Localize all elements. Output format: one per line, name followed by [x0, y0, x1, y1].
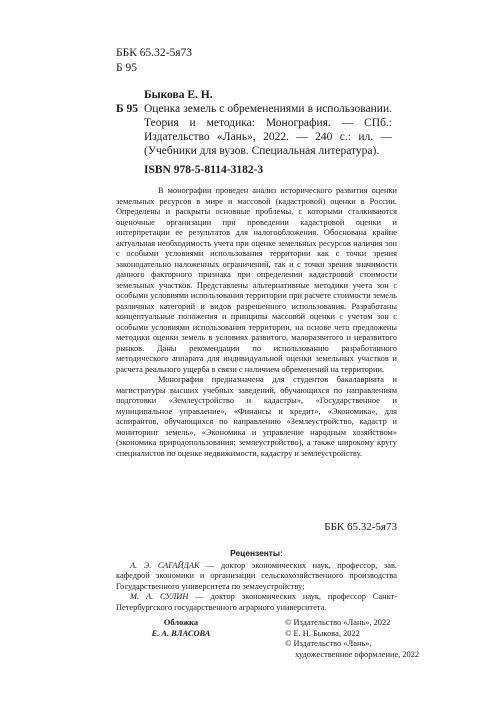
cover-credit — [116, 618, 246, 639]
annotation — [116, 186, 397, 459]
author-name: Быкова Е. Н. — [144, 89, 213, 101]
annotation-paragraph-2: Монография предназначена для студентов бакалавриата и магистратуры высших учебных заведений, обучающихся по направлениям подготовки «Землеустройство и кадастры», «Государственное и муниципальное управление», «Финансы и кредит», «Экономика», для аспирантов, обучающихся по направлению «Землеустройство, кадастр и мониторинг земель», «Экономика и управление народным хозяйством» (экономика природопользования; землеустройство), а также широкому кругу специалистов по оценке недвижимости, кадастру и землеустройству. — [116, 375, 397, 458]
reviewer-2-name: М. А. СУЛИН — [130, 592, 189, 601]
bbk-code-top: ББК 65.32-5я73 — [116, 47, 192, 59]
cover-label: Обложка — [163, 618, 199, 627]
author-mark-top: Б 95 — [116, 62, 137, 74]
isbn: ISBN 978-5-8114-3182-3 — [144, 164, 264, 176]
bbk-code-bottom: ББК 65.32-5я73 — [324, 521, 397, 533]
copyright-line-2: © Е. Н. Быкова, 2022 — [285, 628, 360, 638]
reviewers-title: Рецензенты: — [230, 548, 283, 558]
copyright-line-3: © Издательство «Лань», — [285, 639, 372, 648]
author-mark-side: Б 95 — [116, 103, 138, 115]
reviewer-2-text: — доктор экономических наук, профессор Санкт-Петербургского государственного аграрного университета. — [116, 592, 397, 612]
reviewer-1-name: А. Э. САГАЙДАК — [130, 560, 200, 570]
reviewer-1 — [116, 561, 397, 593]
reviewers-block — [116, 548, 397, 613]
annotation-paragraph-1: В монографии проведен анализ исторического развития оценки земельных ресурсов в мире и массовой (кадастровой) оценки в России. Определены и раскрыты основные проблемы, с которыми сталкиваются оценочные организации при проведении кадастровой оценки и интерпретации ее результатов для налогообложения. Обоснована крайне актуальная необходимость учета при оценке земельных ресурсов наличия зон с особыми условиями использования территории как с точки зрения законодательно наложенных ограничений, так и с точки зрения значимости данного факторного признака при определении кадастровой стоимости земельных участков. Представлены альтернативные методики учета зон с особыми условиями использования территории при расчете стоимости земель различных категорий и видов разрешенного использования. Разработаны концептуальные положения и принципы массовой оценки с учетом зон с особыми условиями использования территории, на основе чего предложены методики оценки земель в условиях развитого, малоразвитого и неразвитого рынков. Даны рекомендации по использованию разработанного методического аппарата для индивидуальной оценки земельных участков и расчета реального ущерба в связи с наличием обременений на территории. — [116, 186, 397, 374]
copyright-line-4: художественное оформление, 2022 — [295, 649, 420, 659]
copyright-block — [285, 618, 419, 660]
reviewer-2 — [116, 592, 397, 613]
reviewer-1-text: — доктор экономических наук, профессор, зав. кафедрой экономики и организации сельскохозяйственного производства Государственного университета по землеустройству; — [116, 560, 397, 591]
copyright-line-1: © Издательство «Лань», 2022 — [285, 618, 391, 627]
bibliographic-description: Оценка земель с обременениями в использовании. Теория и методика: Монография. — СПб.: Издательство «Лань», 2022. — 240 с.: ил. — (Учебники для вузов. Специальная литература). — [144, 103, 392, 157]
cover-designer: Е. А. ВЛАСОВА — [151, 628, 211, 638]
